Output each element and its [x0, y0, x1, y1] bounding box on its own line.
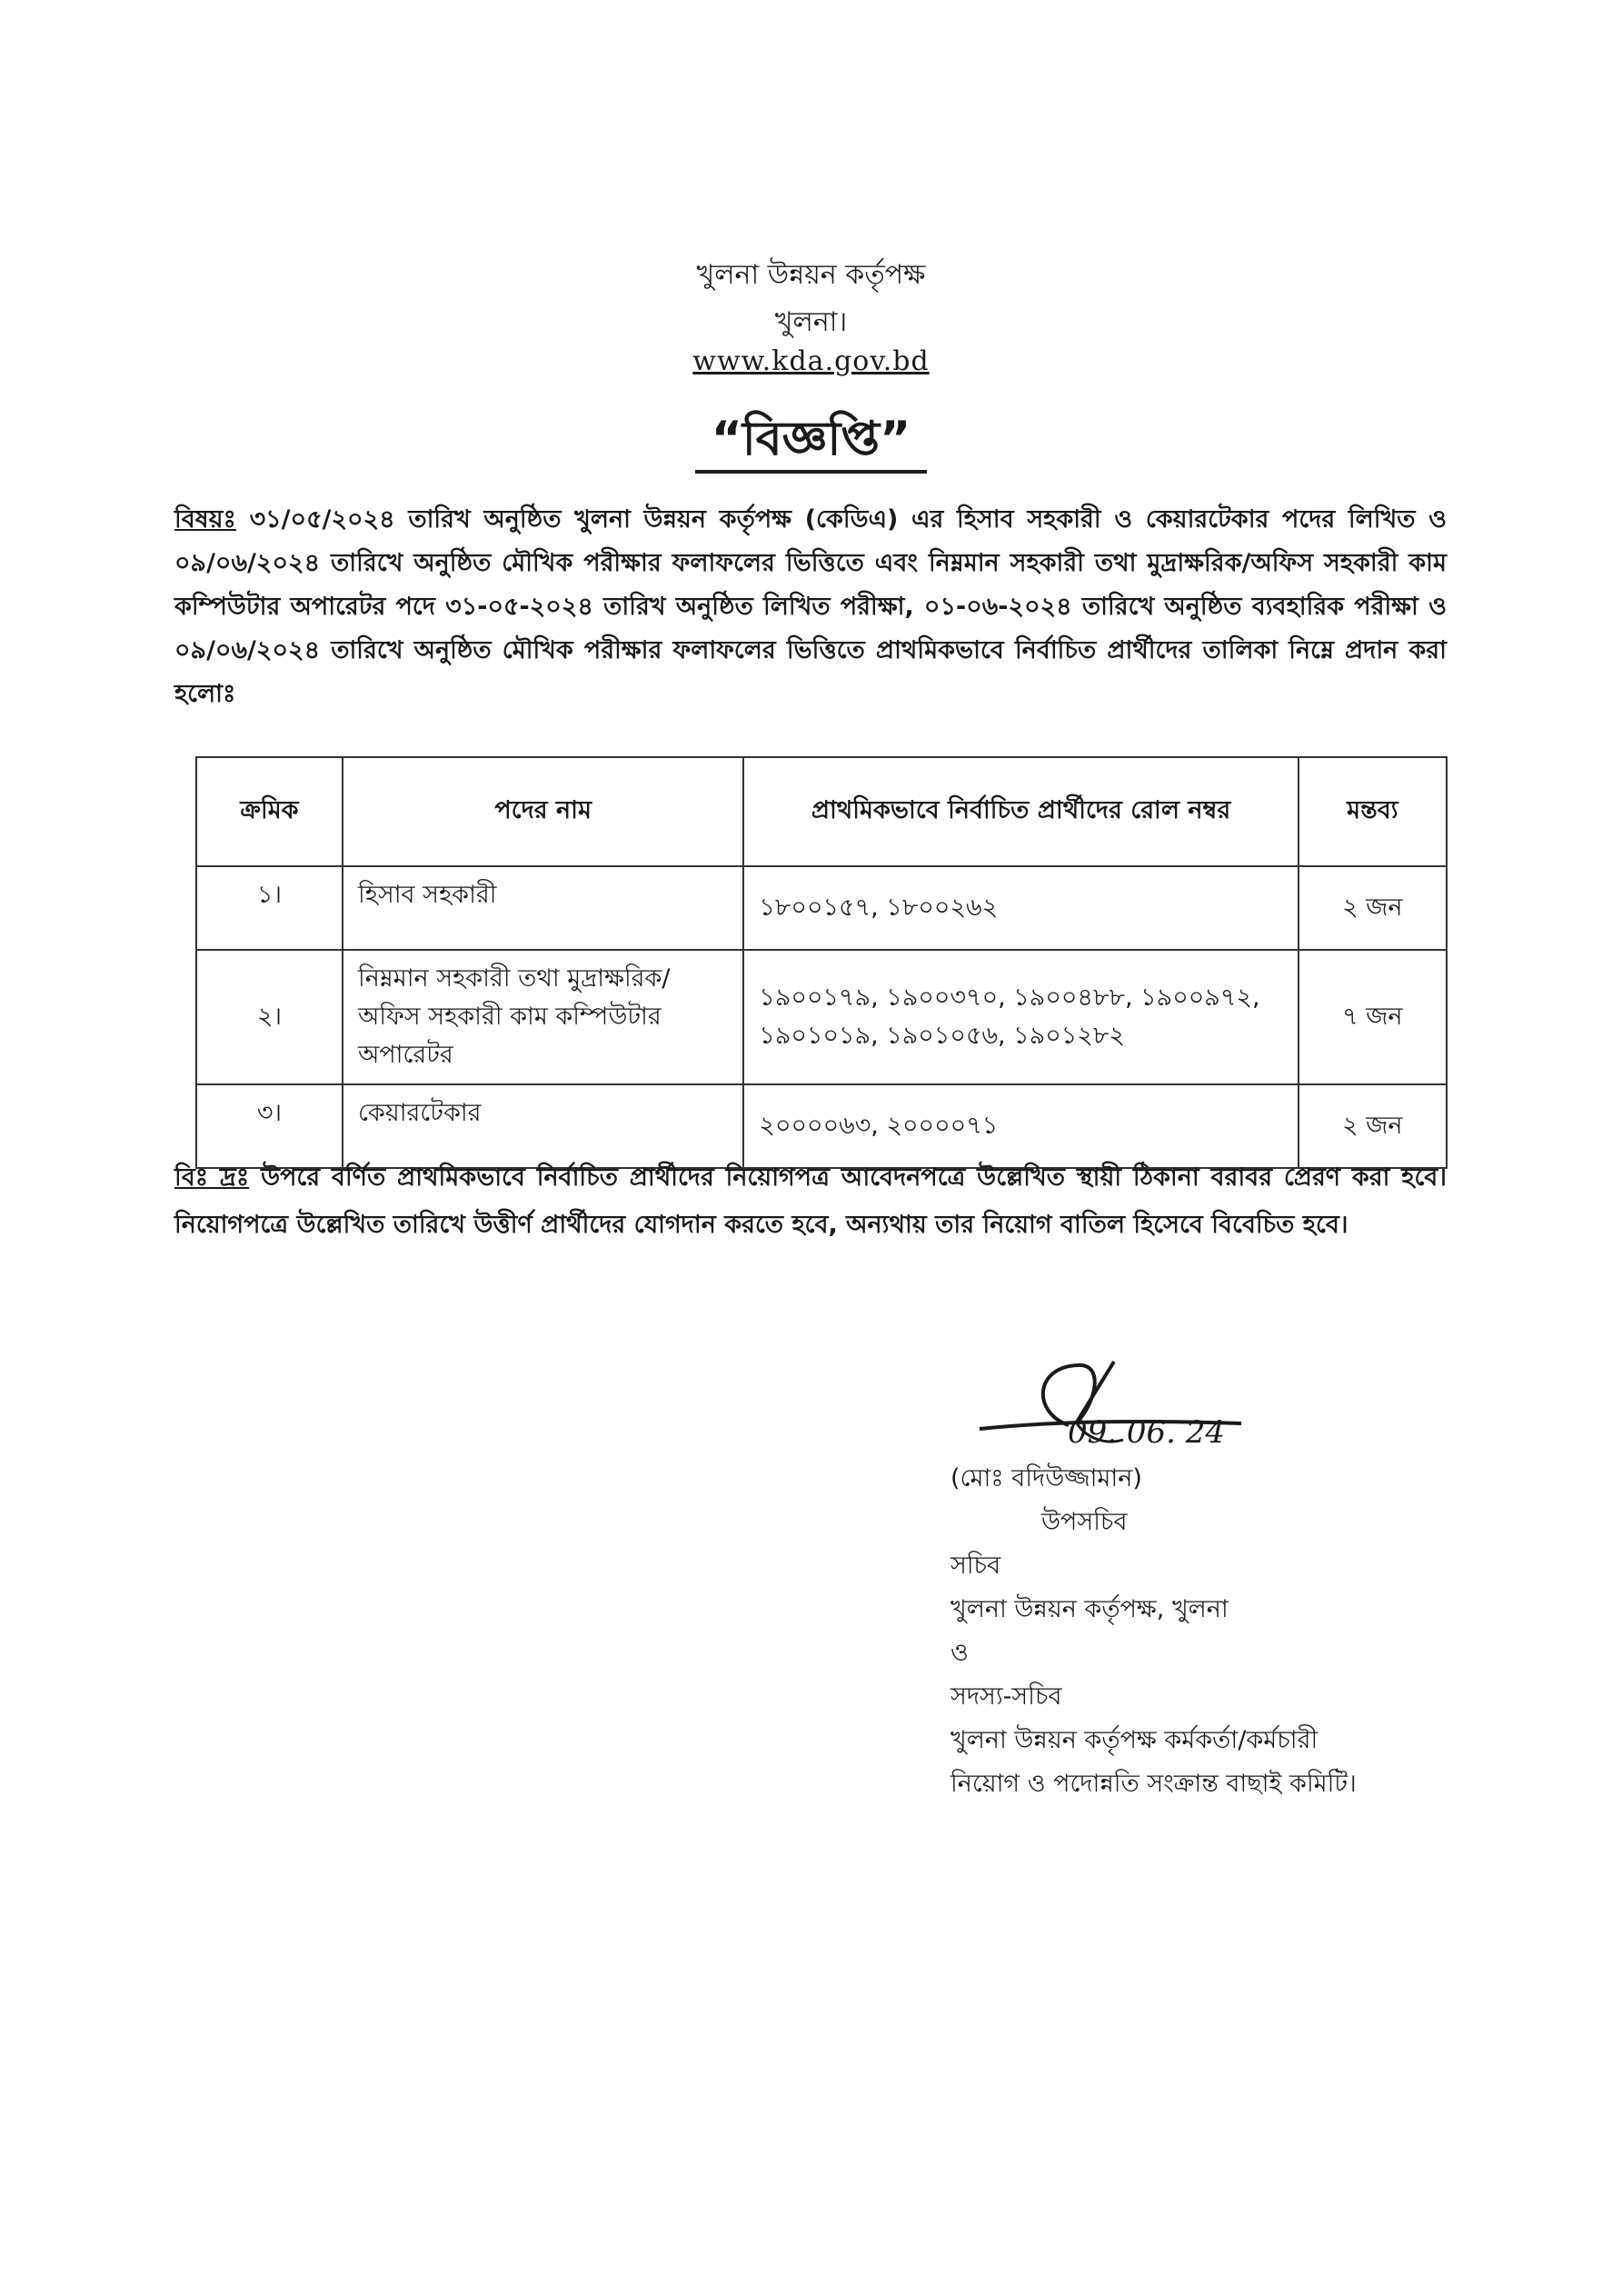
subject-paragraph [174, 498, 1447, 716]
notice-title-text: “বিজ্ঞপ্তি” [695, 412, 928, 474]
signatory-line: ও [950, 1639, 969, 1667]
signatory-designation: উপসচিব [1041, 1508, 1128, 1536]
table-row [196, 866, 1447, 950]
website-link[interactable]: www.kda.gov.bd [692, 345, 930, 377]
organization-city: খুলনা। [774, 306, 848, 338]
signatory-line: খুলনা উন্নয়ন কর্তৃপক্ষ, খুলনা [950, 1595, 1229, 1623]
signature-date: 09. 06. 24 [1068, 1414, 1226, 1451]
note-text: উপরে বর্ণিত প্রাথমিকভাবে নির্বাচিত প্রার্থীদের নিয়োগপত্র আবেদনপত্রে উল্লেখিত স্থায়ী ঠিকানা বরাবর প্রেরণ করা হবে। নিয়োগপত্রে উল্লেখিত তারিখে উত্তীর্ণ প্রার্থীদের যোগদান করতে হবে, অন্যথায় তার নিয়োগ বাতিল হিসেবে বিবেচিত হবে। [174, 1163, 1447, 1239]
row-post: হিসাব সহকারী [343, 866, 743, 950]
signatory-line: খুলনা উন্নয়ন কর্তৃপক্ষ কর্মকর্তা/কর্মচারী [950, 1726, 1318, 1754]
row-remark: ২ জন [1299, 866, 1447, 950]
note-label: বিঃ দ্রঃ [174, 1163, 250, 1192]
signatory-name: (মোঃ বদিউজ্জামান) [950, 1464, 1142, 1492]
row-serial: ১। [196, 866, 343, 950]
header-remark: মন্তব্য [1299, 757, 1447, 866]
row-serial: ২। [196, 950, 343, 1084]
signatory-line: নিয়োগ ও পদোন্নতি সংক্রান্ত বাছাই কমিটি। [950, 1770, 1357, 1798]
row-rolls: ১৮০০১৫৭, ১৮০০২৬২ [743, 866, 1298, 950]
header-post: পদের নাম [343, 757, 743, 866]
row-rolls: ২০০০০৬৩, ২০০০০৭১ [743, 1084, 1298, 1168]
row-remark: ৭ জন [1299, 950, 1447, 1084]
table-row [196, 950, 1447, 1084]
table-header-row [196, 757, 1447, 866]
selected-candidates-table [195, 756, 1448, 1169]
website-line [0, 345, 1622, 377]
header-roll-numbers: প্রাথমিকভাবে নির্বাচিত প্রার্থীদের রোল নম্বর [743, 757, 1298, 866]
row-post: কেয়ারটেকার [343, 1084, 743, 1168]
row-serial: ৩। [196, 1084, 343, 1168]
row-post: নিম্নমান সহকারী তথা মুদ্রাক্ষরিক/ অফিস সহকারী কাম কম্পিউটার অপারেটর [343, 950, 743, 1084]
organization-name: খুলনা উন্নয়ন কর্তৃপক্ষ [696, 259, 926, 291]
row-remark: ২ জন [1299, 1084, 1447, 1168]
signatory-line: সদস্য-সচিব [950, 1682, 1062, 1711]
row-rolls: ১৯০০১৭৯, ১৯০০৩৭০, ১৯০০৪৮৮, ১৯০০৯৭২, ১৯০১০১৯, ১৯০১০৫৬, ১৯০১২৮২ [743, 950, 1298, 1084]
signatory-line: সচিব [950, 1552, 1001, 1580]
header-serial: ক্রমিক [196, 757, 343, 866]
note-paragraph [174, 1154, 1447, 1249]
subject-text: ৩১/০৫/২০২৪ তারিখ অনুষ্ঠিত খুলনা উন্নয়ন কর্তৃপক্ষ (কেডিএ) এর হিসাব সহকারী ও কেয়ারটেকার পদের লিখিত ও ০৯/০৬/২০২৪ তারিখে অনুষ্ঠিত মৌখিক পরীক্ষার ফলাফলের ভিত্তিতে এবং নিম্নমান সহকারী তথা মুদ্রাক্ষরিক/অফিস সহকারী কাম কম্পিউটার অপারেটর পদে ৩১-০৫-২০২৪ তারিখ অনুষ্ঠিত লিখিত পরীক্ষা, ০১-০৬-২০২৪ তারিখে অনুষ্ঠিত ব্যবহারিক পরীক্ষা ও ০৯/০৬/২০২৪ তারিখে অনুষ্ঠিত মৌখিক পরীক্ষার ফলাফলের ভিত্তিতে প্রাথমিকভাবে নির্বাচিত প্রার্থীদের তালিকা নিম্নে প্রদান করা হলোঃ [174, 505, 1447, 708]
notice-title [0, 402, 1622, 481]
subject-label: বিষয়ঃ [174, 505, 236, 534]
